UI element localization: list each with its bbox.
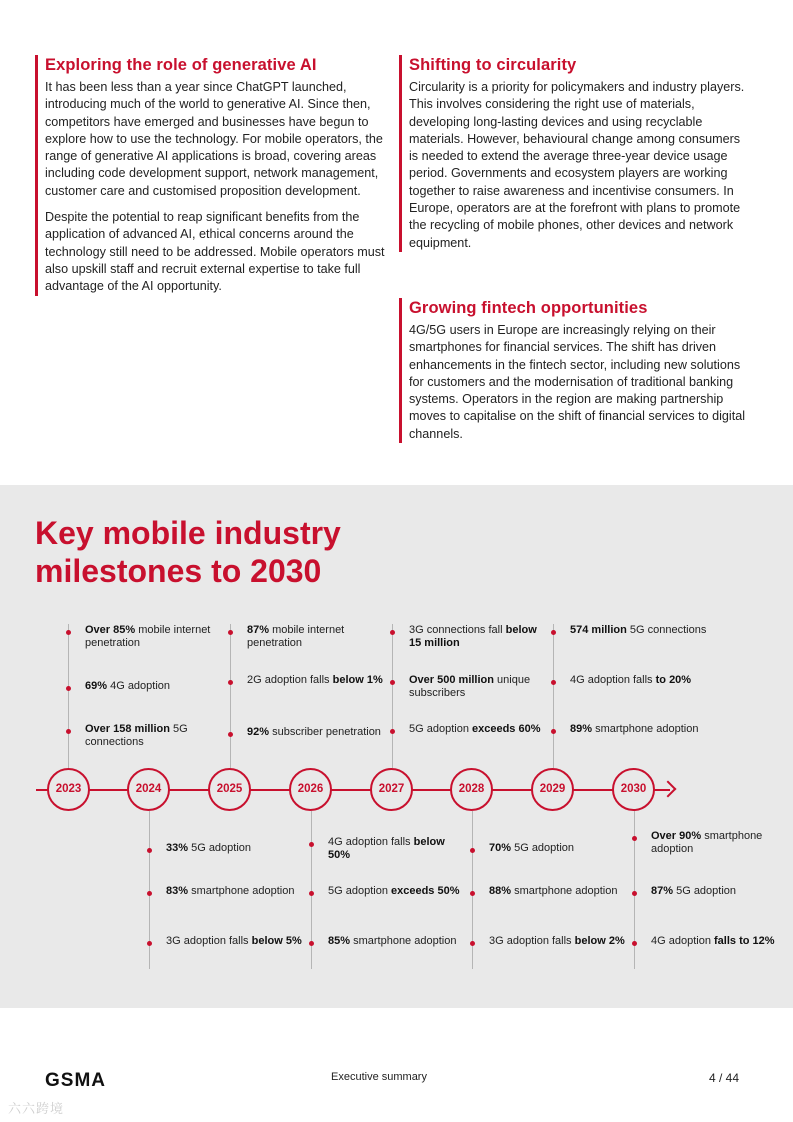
milestone-text [166,935,306,948]
milestone-text-prefix: 2G adoption falls [247,674,333,686]
milestone-text [247,726,387,739]
section-generative-ai [35,55,390,296]
milestone-text-suffix: 4G adoption [107,680,171,692]
milestone-dot [390,680,395,685]
milestone-text [247,674,387,687]
milestone-highlight: below 5% [251,935,302,947]
column-line [553,624,554,768]
milestone-dot [470,941,475,946]
milestone-column-2024 [149,811,301,969]
milestone-text-prefix: 3G adoption falls [166,935,252,947]
milestone-text-suffix: 5G adoption [673,885,737,897]
section-paragraph: Despite the potential to reap significant benefits from the application of advanced AI, ethical concerns around the technology still need to be addressed. Mobile operators must also upskill staff and recruit external expertise to take full advantage of the AI opportunity. [45,210,385,294]
milestone-dot [632,941,637,946]
milestone-column-2025 [230,620,382,768]
milestone-highlight: exceeds 50% [391,885,460,897]
milestone-text [328,885,468,898]
milestone-highlight: 70% [489,842,512,854]
milestone-dot [390,729,395,734]
milestone-dot [309,941,314,946]
milestone-dot [228,732,233,737]
milestone-highlight: 574 million [570,624,627,636]
milestone-text-suffix: 5G adoption [511,842,575,854]
section-paragraph: Circularity is a priority for policymakers and industry players. This involves considering the right use of materials, developing long-lasting devices and using recyclable materials. However, behavioural change among consumers is needed to extend the average three-year device usage period. Governments and ecosystem players are working together to raise awareness and incentivise consumers. In Europe, operators are at the forefront with plans to promote the recycling of mobile phones, other devices and network equipment. [409,80,745,250]
milestone-highlight: 33% [166,842,189,854]
milestone-dot [309,891,314,896]
milestone-text-suffix: mobile internet penetration [85,624,211,649]
milestone-highlight: 85% [328,935,351,947]
milestone-text-prefix: 3G connections fall [409,624,506,636]
milestone-highlight: exceeds 60% [472,723,541,735]
section-title: Exploring the role of generative AI [45,56,317,74]
column-line [230,624,231,768]
milestone-highlight: 87% [651,885,674,897]
milestone-text [328,836,468,861]
milestone-dot [632,891,637,896]
milestone-text [409,674,549,699]
milestone-highlight: Over 85% [85,624,136,636]
milestone-dot [228,630,233,635]
milestone-column-2028 [472,811,624,969]
year-2026: 2026 [289,768,332,811]
milestone-text [166,842,306,855]
milestone-text-prefix: 4G adoption falls [570,674,656,686]
column-line [68,624,69,768]
milestone-dot [470,891,475,896]
milestone-highlight: below 50% [328,836,445,861]
milestone-text [247,624,387,649]
milestone-dot [551,729,556,734]
milestone-highlight: below 1% [332,674,383,686]
milestone-highlight: 83% [166,885,189,897]
milestone-text-prefix: 5G adoption [409,723,472,735]
milestone-highlight: 69% [85,680,108,692]
year-2029: 2029 [531,768,574,811]
milestone-text-suffix: 5G adoption [188,842,252,854]
milestone-highlight: Over 500 million [409,674,494,686]
milestone-highlight: 87% [247,624,270,636]
watermark: 六六跨境 [8,1101,65,1116]
milestone-column-2030 [634,811,786,969]
milestone-highlight: Over 90% [651,830,702,842]
milestone-highlight: falls to 12% [714,935,775,947]
milestone-text [651,830,791,855]
milestone-text [85,624,225,649]
milestone-text [651,885,791,898]
milestone-text-suffix: smartphone adoption [651,830,763,855]
milestone-dot [147,891,152,896]
section-title: Growing fintech opportunities [409,299,648,317]
milestone-text [409,624,549,649]
milestone-text-prefix: 3G adoption falls [489,935,575,947]
milestone-dot [66,729,71,734]
milestone-text [489,885,629,898]
milestone-column-2029 [553,620,705,768]
milestone-dot [470,848,475,853]
milestone-text-suffix: mobile internet penetration [247,624,345,649]
milestone-column-2027 [392,620,544,768]
milestone-highlight: to 20% [655,674,692,686]
milestone-dot [632,836,637,841]
milestone-highlight: Over 158 million [85,723,170,735]
milestones-title-line: milestones to 2030 [35,553,322,589]
milestone-text-suffix: smartphone adoption [188,885,295,897]
milestones-title-line: Key mobile industry [35,515,341,551]
milestone-text [85,723,225,748]
milestone-highlight: 88% [489,885,512,897]
milestone-text-prefix: 4G adoption [651,935,714,947]
milestone-text-suffix: 5G connections [85,723,188,748]
milestone-text [409,723,549,736]
milestone-column-2023 [68,620,220,768]
milestone-column-2026 [311,811,463,969]
milestone-text-suffix: subscriber penetration [269,726,381,738]
milestone-highlight: 92% [247,726,270,738]
milestone-text [570,624,710,637]
milestone-text [570,674,710,687]
milestone-dot [551,680,556,685]
milestone-text-prefix: 4G adoption falls [328,836,414,848]
milestone-dot [551,630,556,635]
year-2023: 2023 [47,768,90,811]
milestone-text [85,680,225,693]
page-number: 4 / 44 [709,1071,740,1085]
milestone-dot [309,842,314,847]
milestone-highlight: below 15 million [409,624,537,649]
section-fintech [399,298,751,443]
year-2027: 2027 [370,768,413,811]
milestone-text [328,935,468,948]
year-2030: 2030 [612,768,655,811]
milestone-text-suffix: smartphone adoption [511,885,618,897]
milestone-dot [66,630,71,635]
milestone-text [651,935,791,948]
section-paragraph: It has been less than a year since ChatGPT launched, introducing much of the world to generative AI. Since then, competitors have emerged and businesses have begun to explore how to use the technology. For mobile operators, the range of generative AI applications is broad, covering areas including code development support, network management, customer care and customised proposition development. [45,80,383,198]
milestone-text [489,935,629,948]
milestone-text [166,885,306,898]
column-line [392,624,393,768]
milestone-text-prefix: 5G adoption [328,885,391,897]
milestone-highlight: below 2% [574,935,625,947]
section-paragraph: 4G/5G users in Europe are increasingly relying on their smartphones for financial services. The shift has driven enhancements in the fintech sector, including new solutions for customers and the modernisation of traditional banking systems. Operators in the region are making partnership moves to capitalise on the shift of financial services to digital channels. [409,323,746,441]
milestone-dot [228,680,233,685]
year-2024: 2024 [127,768,170,811]
milestone-dot [147,941,152,946]
milestone-text [489,842,629,855]
milestone-text [570,723,710,736]
milestones-title [35,514,455,590]
milestone-text-suffix: 5G connections [626,624,707,636]
milestone-dot [66,686,71,691]
milestone-highlight: 89% [570,723,593,735]
gsma-logo: GSMA [45,1070,106,1091]
section-circularity [399,55,751,252]
milestone-text-suffix: smartphone adoption [350,935,457,947]
milestone-text-suffix: smartphone adoption [592,723,699,735]
milestone-dot [390,630,395,635]
section-title: Shifting to circularity [409,56,577,74]
milestone-dot [147,848,152,853]
milestone-text-suffix: unique subscribers [409,674,531,699]
footer-section-label: Executive summary [331,1071,427,1083]
year-2028: 2028 [450,768,493,811]
year-2025: 2025 [208,768,251,811]
